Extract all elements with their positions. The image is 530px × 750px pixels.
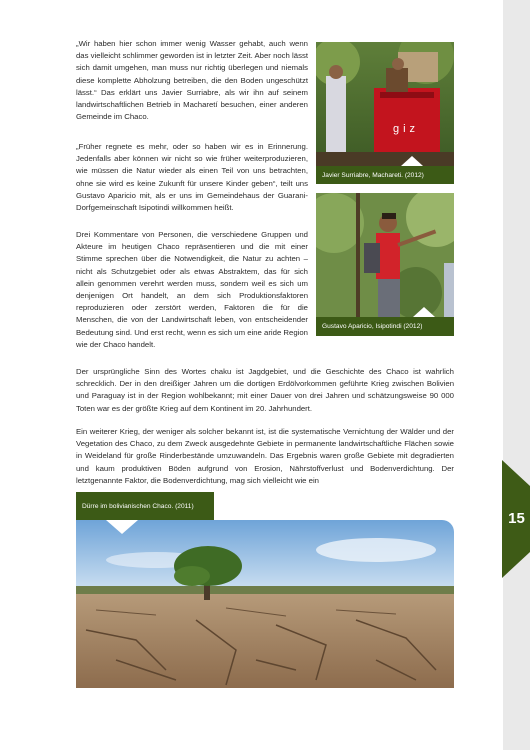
photo-drought-chaco: [76, 520, 454, 688]
caption-text: Dürre im bolivianischen Chaco. (2011): [82, 502, 194, 510]
page-number: 15: [508, 510, 525, 527]
caption-photo-3: [76, 492, 214, 520]
photo-notch: [413, 307, 435, 317]
caption-photo-2: [316, 317, 454, 336]
caption-photo-1: [316, 166, 454, 184]
photo-notch: [401, 156, 423, 166]
photo-gustavo-aparicio-image: [316, 193, 454, 317]
photo-javier-surriabre-image: [316, 42, 454, 166]
paragraph-4: Der ursprüngliche Sinn des Wortes chaku ist Jagdgebiet, und die Geschichte des Chaco ist wahrlich schrecklich. Der in den dreißiger Jahren um die dortigen Erdölvorkommen geführte Krieg zwischen Bolivien und Paraguay ist in der Region wohlbekannt; mit einer Dauer von drei Jahren und schätzungsweise 90 000 Toten war es der größte Krieg auf dem Kontinent im 20. Jahrhundert.: [76, 367, 454, 413]
paragraph-5: Ein weiterer Krieg, der weniger als solcher bekannt ist, ist die systematische Vernichtung der Wälder und der Vegetation des Chaco, zu dem Zweck ausgedehnte Gebiete in permanente landwirtschaftliche Flächen sowie in Weideland für große Rinderbestände umzuwandeln. Das Ergebnis waren große Gebiete mit degradierten und kaum produktiven Böden aufgrund von Erosion, Nährstoffverlust und Bodenverdichtung. Der letztgenannte Faktor, die Bodenverdichtung, mag sich vielleicht wie ein: [76, 427, 454, 485]
vehicle-logo-text: giz: [393, 123, 420, 135]
photo-drought-chaco-image: [76, 520, 454, 688]
paragraph-2: „Früher regnete es mehr, oder so haben wir es in Erinnerung. Jedenfalls aber können wir nicht so wie früher weiterproduzieren, wie müssen die Natur wieder als einen Teil von uns betrachten, ohne sie wird es keine Zukunft für unsere Kinder geben“, teilt uns Gustavo Aparicio mit, als er uns im Gemeindehaus der Guarani-Dorfgemeinschaft Isipotindi willkommen heißt.: [76, 142, 308, 213]
page-margin-strip: [503, 0, 530, 750]
photo-gustavo-aparicio: [316, 193, 454, 317]
photo-javier-surriabre: [316, 42, 454, 166]
caption-text: Javier Surriabre, Machareti. (2012): [322, 171, 424, 179]
caption-text: Gustavo Aparicio, Isipotindi (2012): [322, 323, 423, 330]
photo-notch: [106, 520, 138, 534]
paragraph-3: Drei Kommentare von Personen, die verschiedene Gruppen und Akteure im heutigen Chaco repräsentieren und die mit einer Stimme sprechen über die Notwendigkeit, die Natur zu achten – nicht als Schutzgebiet oder als etwas Abstraktem, das für sich allein genommen verehrt werden muss, sondern weil es sich um denjenigen Ort handelt, an dem sich Produktionsfaktoren reproduzieren oder zerstört werden, Faktoren die für die Menschen, die von der Landwirtschaft leben, von entscheidender Bedeutung sind. Und erst recht, wenn es sich um eine aride Region wie der Chaco handelt.: [76, 230, 308, 349]
paragraph-1: „Wir haben hier schon immer wenig Wasser gehabt, auch wenn das vielleicht schlimmer geworden ist in letzter Zeit. Aber noch lässt sich damit umgehen, man muss nur richtig überlegen und niemals diese komplette Abholzung betreiben, die den Boden ungeschützt lässt.“ Das erklärt uns Javier Surriabre, als wir ihn auf seinem landwirtschaftlichen Betrieb in Macharetí besuchen, einer anderen Gemeinde im Chaco.: [76, 39, 308, 122]
